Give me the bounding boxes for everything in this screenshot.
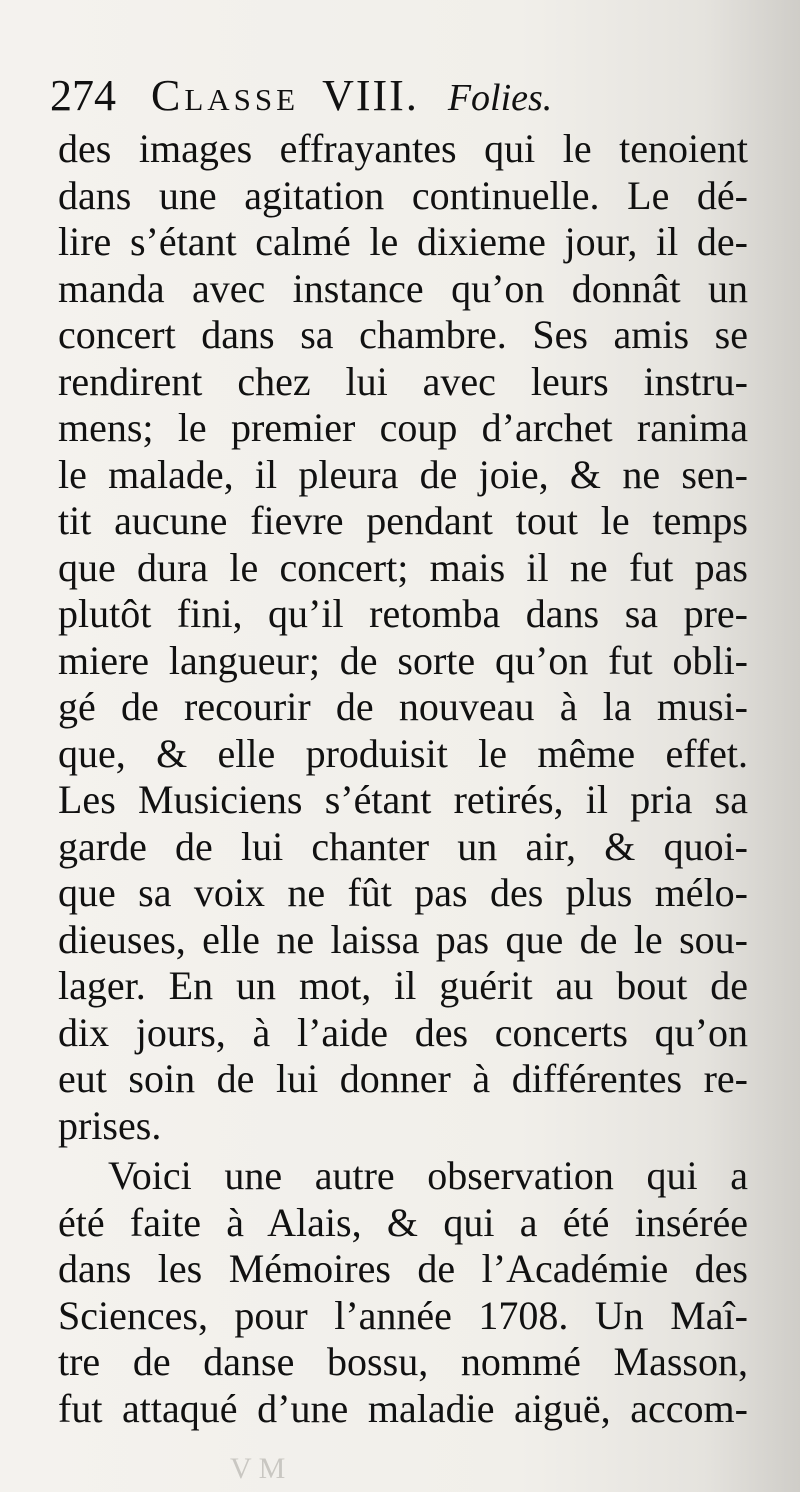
section-title: Folies.	[447, 77, 553, 119]
paragraph-start-line: Voici une autre observation qui a	[108, 1153, 748, 1198]
text-line: dieuses, elle ne laissa pas que de le sou-	[58, 916, 748, 962]
text-line: miere langueur; de sorte qu’on fut obli-	[58, 637, 748, 683]
text-line: plutôt fini, qu’il retomba dans sa pre-	[58, 591, 748, 636]
text-line: dix jours, à l’aide des concerts qu’on	[58, 1009, 748, 1055]
text-line: tre de danse bossu, nommé Masson,	[58, 1339, 748, 1384]
text-line: le malade, il pleura de joie, & ne sen-	[58, 451, 748, 497]
text-line: dans les Mémoires de l’Académie des	[58, 1246, 748, 1291]
text-line: que sa voix ne fût pas des plus mélo-	[58, 870, 748, 915]
text-line: tit aucune fievre pendant tout le temps	[58, 498, 748, 543]
text-line: lire s’étant calmé le dixieme jour, il de-	[58, 219, 748, 264]
text-line: Sciences, pour l’année 1708. Un Maî-	[58, 1292, 748, 1338]
text-line: manda avec instance qu’on donnât un	[58, 265, 748, 311]
text-line: des images effrayantes qui le tenoient	[58, 126, 748, 171]
text-line: lager. En un mot, il guérit au bout de	[58, 963, 748, 1008]
page-number: 274	[50, 71, 116, 120]
text-line: garde de lui chanter un air, & quoi-	[58, 823, 748, 869]
body-text	[58, 126, 748, 1432]
text-line: que dura le concert; mais il ne fut pas	[58, 544, 748, 590]
text-line: gé de recourir de nouveau à la musi-	[58, 684, 748, 729]
running-header	[50, 68, 770, 124]
text-line: concert dans sa chambre. Ses amis se	[58, 312, 748, 357]
show-through-mark: V M	[230, 1452, 286, 1485]
text-line: que, & elle produisit le même effet.	[58, 730, 748, 776]
text-line: dans une agitation continuelle. Le dé-	[58, 172, 748, 218]
class-label: Classe	[151, 71, 300, 120]
text-line: été faite à Alais, & qui a été insérée	[58, 1199, 748, 1245]
text-line: mens; le premier coup d’archet ranima	[58, 405, 748, 450]
text-line: fut attaqué d’une maladie aiguë, accom-	[58, 1385, 748, 1431]
class-number: VIII.	[322, 71, 419, 120]
text-line: rendirent chez lui avec leurs instru-	[58, 358, 748, 404]
text-line: prises.	[58, 1102, 162, 1148]
text-line: Les Musiciens s’étant retirés, il pria sa	[58, 777, 748, 822]
text-line: eut soin de lui donner à différentes re-	[58, 1056, 748, 1101]
